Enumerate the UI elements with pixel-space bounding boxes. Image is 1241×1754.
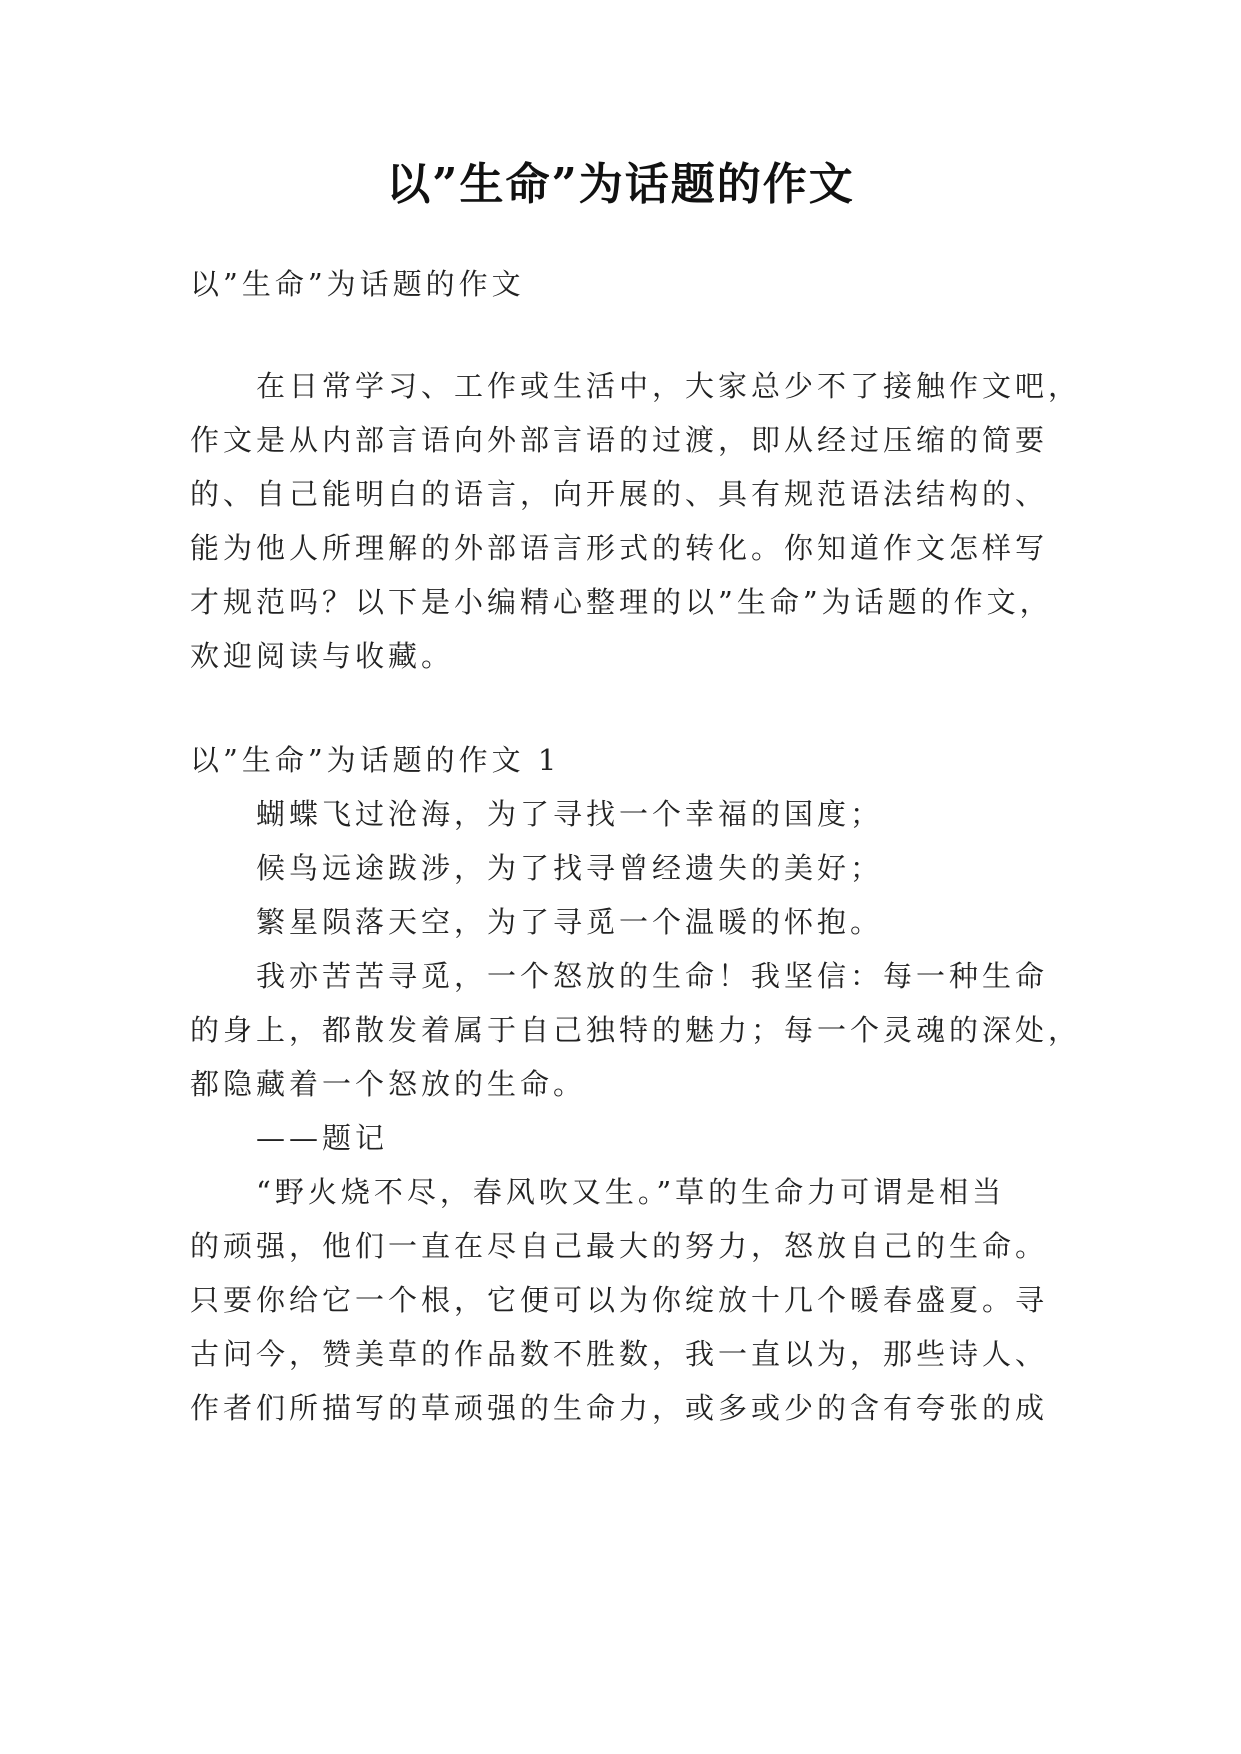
- intro-line: 在日常学习、工作或生活中，大家总少不了接触作文吧，: [256, 369, 1082, 403]
- paragraph-line: 作者们所描写的草顽强的生命力，或多或少的含有夸张的成: [190, 1391, 1049, 1425]
- paragraph-line: 古问今，赞美草的作品数不胜数，我一直以为，那些诗人、: [190, 1337, 1049, 1371]
- intro-line: 的、自己能明白的语言，向开展的、具有规范语法结构的、: [190, 477, 1049, 511]
- paragraph-line: 只要你给它一个根，它便可以为你绽放十几个暖春盛夏。寻: [190, 1283, 1049, 1317]
- poem-line: 蝴蝶飞过沧海，为了寻找一个幸福的国度；: [256, 797, 884, 831]
- paragraph-line: 都隐藏着一个怒放的生命。: [190, 1067, 587, 1101]
- section-heading: 以”生命”为话题的作文 1: [190, 743, 561, 777]
- document-title: 以”生命”为话题的作文: [386, 159, 855, 210]
- subtitle: 以”生命”为话题的作文: [190, 267, 525, 301]
- intro-line: 才规范吗？以下是小编精心整理的以”生命”为话题的作文，: [190, 585, 1053, 619]
- paragraph-line: 的顽强，他们一直在尽自己最大的努力，怒放自己的生命。: [190, 1229, 1049, 1263]
- intro-line: 作文是从内部言语向外部言语的过渡，即从经过压缩的简要: [190, 423, 1049, 457]
- intro-line: 能为他人所理解的外部语言形式的转化。你知道作文怎样写: [190, 531, 1049, 565]
- paragraph-line: 我亦苦苦寻觅，一个怒放的生命！我坚信：每一种生命: [256, 959, 1049, 993]
- intro-line: 欢迎阅读与收藏。: [190, 639, 455, 673]
- paragraph-line: “野火烧不尽，春风吹又生。”草的生命力可谓是相当: [256, 1175, 1006, 1209]
- paragraph-line: 的身上，都散发着属于自己独特的魅力；每一个灵魂的深处，: [190, 1013, 1082, 1047]
- poem-line: 繁星陨落天空，为了寻觅一个温暖的怀抱。: [256, 905, 884, 939]
- poem-line: 候鸟远途跋涉，为了找寻曾经遗失的美好；: [256, 851, 884, 885]
- inscription: ——题记: [256, 1121, 389, 1155]
